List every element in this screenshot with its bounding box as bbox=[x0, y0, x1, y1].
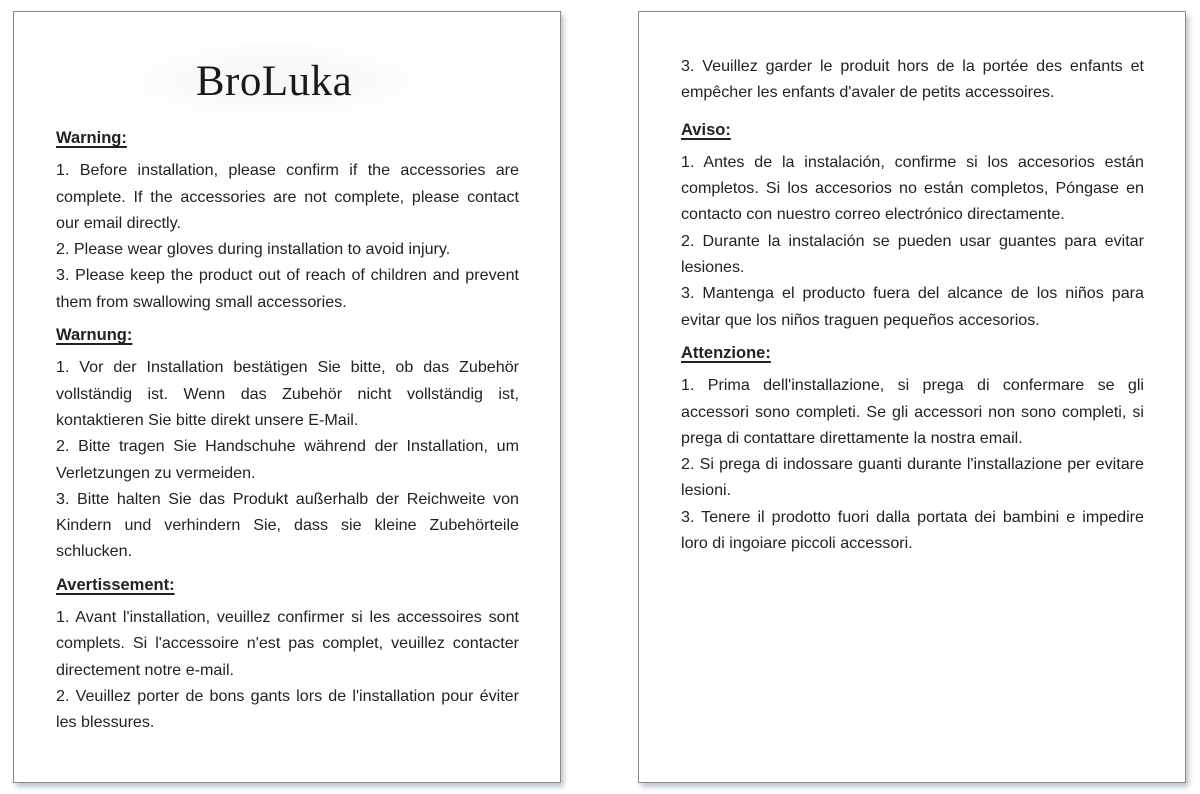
section-heading: Avertissement: bbox=[56, 575, 175, 594]
section-heading: Attenzione: bbox=[681, 343, 771, 362]
warning-item: 3. Veuillez garder le produit hors de la portée des enfants et empêcher les enfants d'avaler de petits accessoires. bbox=[681, 57, 1144, 102]
warning-item: 2. Durante la instalación se pueden usar guantes para evitar lesiones. bbox=[681, 231, 1144, 277]
left-page-content bbox=[56, 125, 519, 743]
section-heading: Warning: bbox=[56, 129, 127, 147]
warning-item: 3. Tenere il prodotto fuori dalla portata dei bambini e impedire loro di ingoiare piccoli accessori. bbox=[681, 507, 1144, 553]
warning-item: 3. Mantenga el producto fuera del alcance de los niños para evitar que los niños traguen pequeños accesorios. bbox=[681, 284, 1144, 329]
section-warning-en bbox=[56, 125, 519, 315]
section-warning-fr-continued bbox=[681, 53, 1144, 106]
warning-item: 1. Prima dell'installazione, si prega di confermare se gli accessori sono completi. Se gli accessori non sono completi, si prega di contattare direttamente la nostra email. bbox=[681, 376, 1144, 447]
section-heading: Warnung: bbox=[56, 326, 133, 345]
warning-item: 2. Si prega di indossare guanti durante l'installazione per evitare lesioni. bbox=[681, 455, 1144, 500]
section-warning-fr bbox=[56, 572, 519, 736]
warning-item: 2. Veuillez porter de bons gants lors de l'installation pour éviter les blessures. bbox=[56, 686, 519, 732]
section-warning-de bbox=[56, 322, 519, 565]
page-right bbox=[638, 11, 1186, 783]
warning-item: 3. Please keep the product out of reach of children and prevent them from swallowing small accessories. bbox=[56, 266, 519, 311]
section-warning-es bbox=[681, 117, 1144, 333]
warning-item: 3. Bitte halten Sie das Produkt außerhalb der Reichweite von Kindern und verhindern Sie, dass sie kleine Zubehörteile schlucken. bbox=[56, 489, 519, 561]
warning-item: 2. Please wear gloves during installation to avoid injury. bbox=[56, 240, 451, 259]
warning-item: 1. Vor der Installation bestätigen Sie bitte, ob das Zubehör vollständig ist. Wenn das Zubehör nicht vollständig ist, kontaktieren Sie bitte direkt unsere E-Mail. bbox=[56, 358, 519, 429]
warning-item: 1. Antes de la instalación, confirme si los accesorios están completos. Si los accesorios no están completos, Póngase en contacto con nuestro correo electrónico directamente. bbox=[681, 152, 1144, 224]
section-warning-it bbox=[681, 340, 1144, 556]
warning-item: 1. Before installation, please confirm if the accessories are complete. If the accessories are not complete, please contact our email directly. bbox=[56, 161, 519, 232]
page-left bbox=[13, 11, 561, 783]
warning-item: 2. Bitte tragen Sie Handschuhe während der Installation, um Verletzungen zu vermeiden. bbox=[56, 437, 519, 482]
right-page-content bbox=[681, 53, 1144, 563]
brand-logo: BroLuka bbox=[124, 42, 424, 120]
warning-item: 1. Avant l'installation, veuillez confirmer si les accessoires sont complets. Si l'accessoire n'est pas complet, veuillez contacter directement notre e-mail. bbox=[56, 608, 519, 679]
section-heading: Aviso: bbox=[681, 120, 731, 139]
